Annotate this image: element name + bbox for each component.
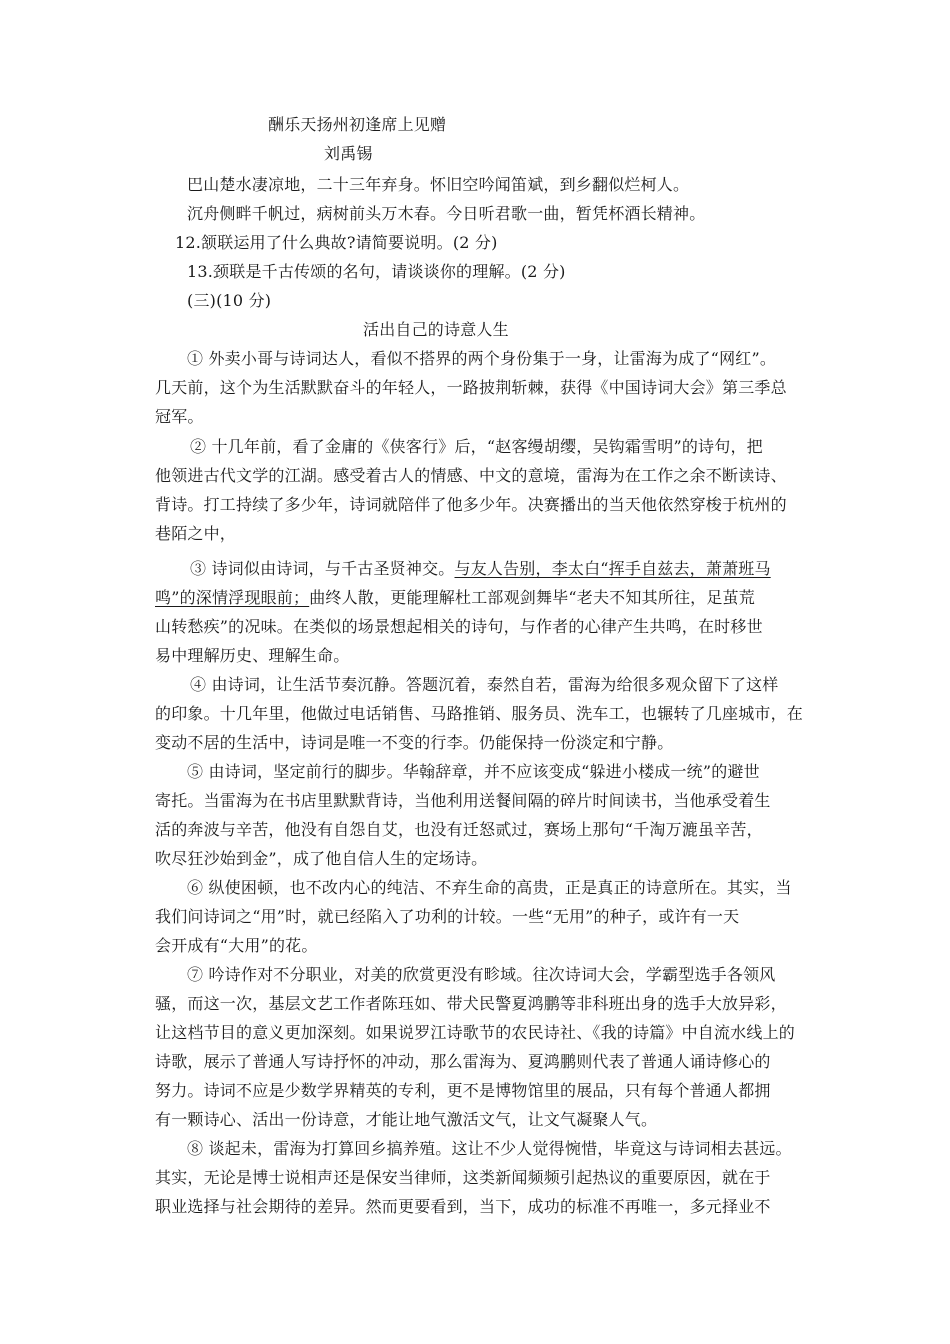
poem-line-2: 沉舟侧畔千帆过，病树前头万木春。今日听君歌一曲，暂凭杯酒长精神。 bbox=[187, 204, 706, 223]
paragraph-1-line-3: 冠军。 bbox=[155, 407, 204, 426]
paragraph-7-line-5: 努力。诗词不应是少数学界精英的专利，更不是博物馆里的展品，只有每个普通人都拥 bbox=[155, 1081, 771, 1100]
paragraph-6-line-2: 我们问诗词之“用”时，就已经陷入了功利的计较。一些“无用”的种子，或许有一天 bbox=[155, 907, 740, 926]
paragraph-7-line-1: ⑦ 吟诗作对不分职业，对美的欣赏更没有畛域。往次诗词大会，学霸型选手各领风 bbox=[187, 965, 776, 984]
section-label: (三)(10 分) bbox=[187, 291, 272, 310]
poem-author: 刘禹锡 bbox=[324, 144, 373, 163]
paragraph-5-line-4: 吹尽狂沙始到金”，成了他自信人生的定场诗。 bbox=[155, 849, 488, 868]
paragraph-5-line-3: 活的奔波与辛苦，他没有自怨自艾，也没有迁怒贰过，赛场上那句“千淘万漉虽辛苦， bbox=[155, 820, 763, 839]
paragraph-4-line-2: 的印象。十几年里，他做过电话销售、马路推销、服务员、洗车工，也辗转了几座城市，在 bbox=[155, 704, 804, 723]
paragraph-8-line-3: 职业选择与社会期待的差异。然而更要看到，当下，成功的标准不再唯一，多元择业不 bbox=[155, 1197, 771, 1216]
poem-line-1: 巴山楚水凄凉地，二十三年弃身。怀旧空吟闻笛斌，到乡翻似烂柯人。 bbox=[187, 175, 690, 194]
paragraph-1-line-1: ① 外卖小哥与诗词达人，看似不搭界的两个身份集于一身，让雷海为成了“网红”。 bbox=[187, 349, 777, 368]
paragraph-3-line-3: 山转愁疾”的况味。在类似的场景想起相关的诗句，与作者的心律产生共鸣，在时移世 bbox=[155, 617, 763, 636]
paragraph-7-line-6: 有一颗诗心、活出一份诗意，才能让地气激活文气，让文气凝聚人气。 bbox=[155, 1110, 658, 1129]
paragraph-2-line-1: ② 十几年前，看了金庸的《侠客行》后，“赵客缦胡缨，吴钩霜雪明”的诗句，把 bbox=[190, 437, 763, 456]
question-13: 13.颈联是千古传颂的名句，请谈谈你的理解。(2 分) bbox=[187, 262, 566, 281]
underlined-sentence-part-2: 鸣”的深情浮现眼前； bbox=[155, 588, 310, 607]
paragraph-1-line-2: 几天前，这个为生活默默奋斗的年轻人，一路披荆斩棘，获得《中国诗词大会》第三季总 bbox=[155, 378, 787, 397]
paragraph-4-line-1: ④ 由诗词，让生活节奏沉静。答题沉着，泰然自若，雷海为给很多观众留下了这样 bbox=[190, 675, 779, 694]
paragraph-6-line-3: 会开成有“大用”的花。 bbox=[155, 936, 318, 955]
paragraph-8-line-2: 其实，无论是博士说相声还是保安当律师，这类新闻频频引起热议的重要原因，就在于 bbox=[155, 1168, 771, 1187]
paragraph-6-line-1: ⑥ 纵使困顿，也不改内心的纯洁、不弃生命的高贵，正是真正的诗意所在。其实，当 bbox=[187, 878, 792, 897]
paragraph-7-line-2: 骚，而这一次，基层文艺工作者陈珏如、带犬民警夏鸿鹏等非科班出身的选手大放异彩， bbox=[155, 994, 787, 1013]
paragraph-2-line-3: 背诗。打工持续了多少年，诗词就陪伴了他多少年。决赛播出的当天他依然穿梭于杭州的 bbox=[155, 495, 787, 514]
paragraph-7-line-3: 让这档节目的意义更加深刻。如果说罗江诗歌节的农民诗社、《我的诗篇》中自流水线上的 bbox=[155, 1023, 796, 1042]
paragraph-3-line-4: 易中理解历史、理解生命。 bbox=[155, 646, 350, 665]
article-title: 活出自己的诗意人生 bbox=[363, 320, 509, 339]
question-12: 12.颔联运用了什么典故?请简要说明。(2 分) bbox=[175, 233, 498, 252]
paragraph-4-line-3: 变动不居的生活中，诗词是唯一不变的行李。仍能保持一份淡定和宁静。 bbox=[155, 733, 674, 752]
poem-title: 酬乐天扬州初逢席上见赠 bbox=[268, 115, 447, 134]
paragraph-2-line-2: 他领进古代文学的江湖。感受着古人的情感、中文的意境，雷海为在工作之余不断读诗、 bbox=[155, 466, 787, 485]
paragraph-3-line-1 bbox=[190, 558, 771, 580]
paragraph-2-line-4: 巷陌之中， bbox=[155, 524, 237, 543]
paragraph-5-line-1: ⑤ 由诗词，坚定前行的脚步。华翰辞章，并不应该变成“躲进小楼成一统”的避世 bbox=[187, 762, 760, 781]
paragraph-3-line-1-text: ③ 诗词似由诗词，与千古圣贤神交。 bbox=[190, 559, 455, 578]
underlined-sentence-part-1: 与友人告别，李太白“挥手自兹去，萧萧班马 bbox=[454, 559, 771, 578]
paragraph-5-line-2: 寄托。当雷海为在书店里默默背诗，当他利用送餐间隔的碎片时间读书，当他承受着生 bbox=[155, 791, 771, 810]
paragraph-8-line-1: ⑧ 谈起未，雷海为打算回乡搞养殖。这让不少人觉得惋惜，毕竟这与诗词相去甚远。 bbox=[187, 1139, 792, 1158]
paragraph-3-line-2 bbox=[155, 587, 755, 609]
paragraph-7-line-4: 诗歌，展示了普通人写诗抒怀的冲动，那么雷海为、夏鸿鹏则代表了普通人诵诗修心的 bbox=[155, 1052, 771, 1071]
paragraph-3-line-2-text: 曲终人散，更能理解杜工部观剑舞毕“老夫不知其所往，足茧荒 bbox=[309, 588, 755, 607]
